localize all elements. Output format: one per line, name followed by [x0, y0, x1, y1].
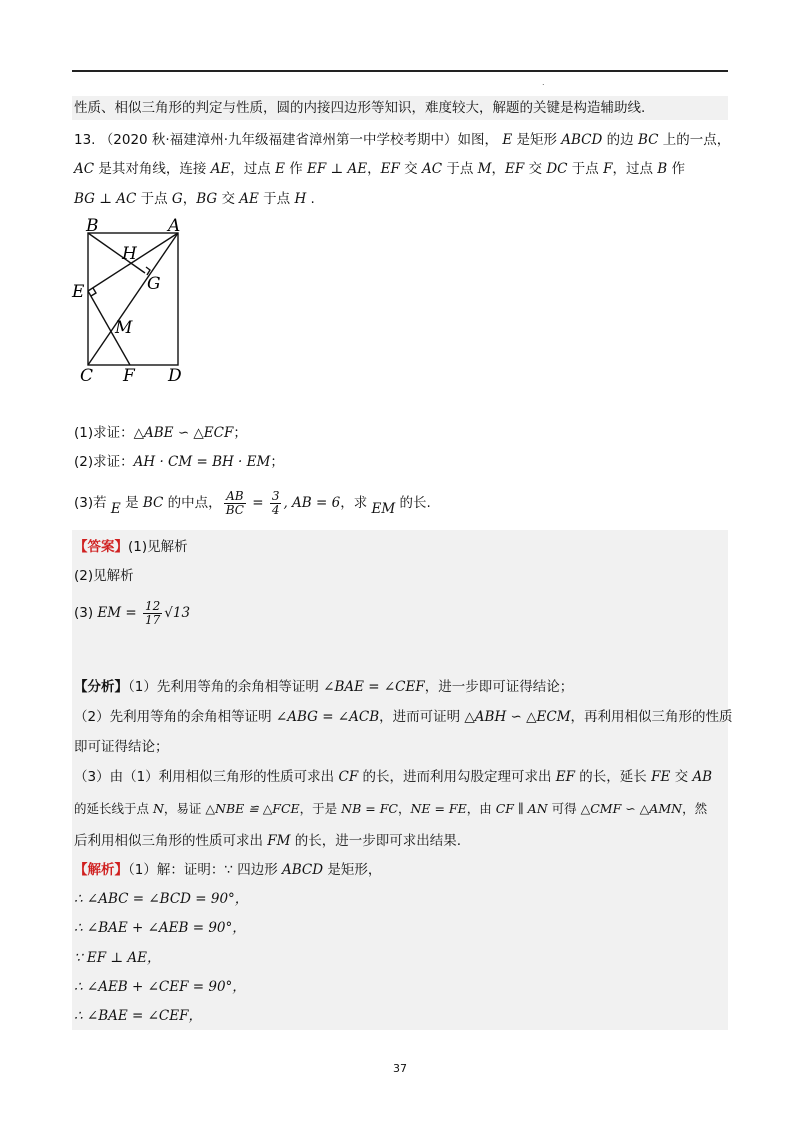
- text: 的边: [602, 132, 638, 148]
- numerator: 12: [145, 598, 161, 613]
- text: ，再利用相似三角形的性质: [570, 709, 733, 725]
- text: 交: [217, 191, 240, 207]
- question-2: [74, 452, 284, 472]
- math: ∠ABG = ∠ACB: [275, 709, 380, 725]
- answer-3: [74, 598, 190, 628]
- text: ，进一步即可证得结论；: [424, 679, 574, 695]
- math: AH · CM = BH · EM: [133, 454, 271, 470]
- label-e: E: [72, 282, 85, 302]
- answer-tag: 【答案】: [74, 539, 128, 555]
- text: 的长，进一步即可求出结果.: [290, 833, 462, 849]
- text: (3)若: [74, 495, 111, 511]
- text: ，过点: [230, 161, 276, 177]
- page-number: 37: [393, 1062, 407, 1075]
- denominator: BC: [225, 502, 244, 517]
- label-f: F: [123, 366, 135, 385]
- text: .: [306, 191, 315, 207]
- text: ，然: [682, 801, 708, 816]
- math: EF: [555, 769, 576, 785]
- solution-s1: ∴ ∠ABC = ∠BCD = 90°，: [74, 891, 249, 907]
- text: 的长.: [395, 495, 431, 511]
- math: B: [657, 161, 668, 177]
- text: （2）先利用等角的余角相等证明: [74, 709, 276, 725]
- solution-s4: ∴ ∠AEB + ∠CEF = 90°，: [74, 979, 246, 995]
- text: 是矩形，: [323, 862, 382, 878]
- numerator: AB: [224, 490, 246, 504]
- label-g: G: [147, 274, 161, 294]
- text: 于点: [442, 161, 478, 177]
- text: 是矩形: [512, 132, 562, 148]
- math: BC: [142, 495, 164, 511]
- analysis-p1: [74, 677, 573, 697]
- math: CF ∥ AN: [495, 801, 548, 816]
- text: 的延长线于点: [74, 801, 153, 816]
- fraction-12-17: [143, 600, 162, 627]
- math: AC: [74, 161, 95, 177]
- question-1: [74, 423, 247, 443]
- text: ，: [491, 161, 505, 177]
- label-c: C: [80, 366, 94, 385]
- label-d: D: [168, 366, 182, 385]
- math: CF: [338, 769, 359, 785]
- math: F: [603, 161, 613, 177]
- label-m: M: [115, 318, 133, 338]
- math-sqrt13: √13: [164, 605, 191, 621]
- text: ，求: [340, 495, 372, 511]
- math: E: [110, 501, 121, 517]
- math: H: [294, 191, 307, 207]
- analysis-p3: [74, 767, 712, 787]
- header-rule: [72, 70, 728, 72]
- text: (2)求证：: [74, 454, 134, 470]
- math: BG ⊥ AC: [74, 191, 137, 207]
- answer-line-1: [74, 537, 188, 557]
- math-BC: BC: [637, 132, 659, 148]
- analysis-p2: [74, 707, 733, 727]
- math: NE = FE: [410, 801, 467, 816]
- solution-s3: ∵ EF ⊥ AE，: [74, 950, 161, 966]
- math: ABCD: [282, 862, 324, 878]
- math: DC: [546, 161, 568, 177]
- problem-line-1: [74, 130, 730, 150]
- text: （1）先利用等角的余角相等证明: [128, 679, 324, 695]
- text: ，易证: [163, 801, 206, 816]
- math: △ABH ∽ △ECM: [464, 709, 571, 725]
- answer-2: (2)见解析: [74, 568, 134, 584]
- text: 作: [284, 161, 308, 177]
- solution-s5: ∴ ∠BAE = ∠CEF，: [74, 1008, 202, 1024]
- text: ；: [233, 425, 247, 441]
- math: EM: [371, 501, 396, 517]
- math: EF: [380, 161, 400, 177]
- text: 可得: [547, 801, 581, 816]
- math: FM: [267, 833, 291, 849]
- text: 交: [524, 161, 547, 177]
- problem-line-3: [74, 189, 315, 209]
- label-a: A: [168, 216, 181, 236]
- text: 的长，进而利用勾股定理可求出: [358, 769, 556, 785]
- analysis-p3b: [74, 799, 707, 819]
- analysis-tag: 【分析】: [74, 679, 128, 695]
- math: AE: [210, 161, 231, 177]
- fraction-three-fourths: [270, 490, 282, 517]
- math-ABCD: ABCD: [561, 132, 603, 148]
- math: FE: [651, 769, 671, 785]
- denominator: 17: [145, 612, 161, 627]
- text: 作: [667, 161, 685, 177]
- text: (3): [74, 605, 98, 621]
- text: 于点: [258, 191, 295, 207]
- text: （3）由（1）利用相似三角形的性质可求出: [74, 769, 339, 785]
- problem-source: （2020 秋·福建漳州·九年级福建省漳州第一中学校考期中）如图，: [99, 132, 499, 148]
- math: , AB = 6: [283, 495, 341, 511]
- solution-s2: ∴ ∠BAE + ∠AEB = 90°，: [74, 920, 246, 936]
- fraction-ab-bc: [224, 490, 246, 517]
- text: ，: [397, 801, 411, 816]
- geometry-figure: [60, 215, 200, 385]
- text: 的长，延长: [575, 769, 652, 785]
- text: 的中点，: [163, 495, 222, 511]
- text: 交: [670, 769, 693, 785]
- text: （1）解：证明：∵ 四边形: [128, 862, 283, 878]
- text: 后利用相似三角形的性质可求出: [74, 833, 268, 849]
- solution-tag: 【解析】: [74, 862, 128, 878]
- problem-number: 13.: [74, 132, 96, 148]
- solution-s0: [74, 860, 381, 880]
- math: N: [152, 801, 164, 816]
- text: 是: [120, 495, 143, 511]
- text: ，: [367, 161, 381, 177]
- math: △ABE ∽ △ECF: [133, 425, 234, 441]
- math: =: [247, 495, 268, 511]
- label-h: H: [122, 244, 137, 264]
- text: 是其对角线，连接: [94, 161, 211, 177]
- math: E: [275, 161, 285, 177]
- math: △CMF ∽ △AMN: [580, 801, 683, 816]
- math: △NBE ≌ △FCE: [205, 801, 300, 816]
- text: 交: [399, 161, 422, 177]
- math: BG: [196, 191, 218, 207]
- text: ，过点: [612, 161, 658, 177]
- math-E: E: [502, 132, 513, 148]
- label-b: B: [86, 216, 99, 236]
- text: 于点: [567, 161, 604, 177]
- text: ，由: [466, 801, 496, 816]
- text: ，进而可证明: [379, 709, 465, 725]
- denominator: 4: [271, 502, 280, 517]
- math: G: [171, 191, 183, 207]
- text: ，: [182, 191, 197, 207]
- numerator: 3: [271, 488, 280, 503]
- math: ∠BAE = ∠CEF: [323, 679, 425, 695]
- math: AB: [692, 769, 713, 785]
- math: EF: [505, 161, 525, 177]
- text: ；: [270, 454, 284, 470]
- math: NB = FC: [341, 801, 398, 816]
- question-3: [74, 488, 431, 518]
- math: EF ⊥ AE: [307, 161, 368, 177]
- math: AC: [421, 161, 443, 177]
- intro-text: 性质、相似三角形的判定与性质，圆的内接四边形等知识，难度较大，解题的关键是构造辅助线.: [74, 100, 646, 116]
- math: EM =: [97, 605, 141, 621]
- math: AE: [239, 191, 259, 207]
- analysis-p3c: [74, 831, 461, 851]
- header-dot: .: [542, 78, 545, 87]
- text: 于点: [136, 191, 172, 207]
- text: ，于是: [299, 801, 342, 816]
- answer-1: (1)见解析: [128, 539, 188, 555]
- analysis-p2b: 即可证得结论；: [74, 739, 169, 755]
- text: 上的一点，: [658, 132, 731, 148]
- problem-line-2: [74, 159, 685, 179]
- math: M: [477, 161, 492, 177]
- text: (1)求证：: [74, 425, 134, 441]
